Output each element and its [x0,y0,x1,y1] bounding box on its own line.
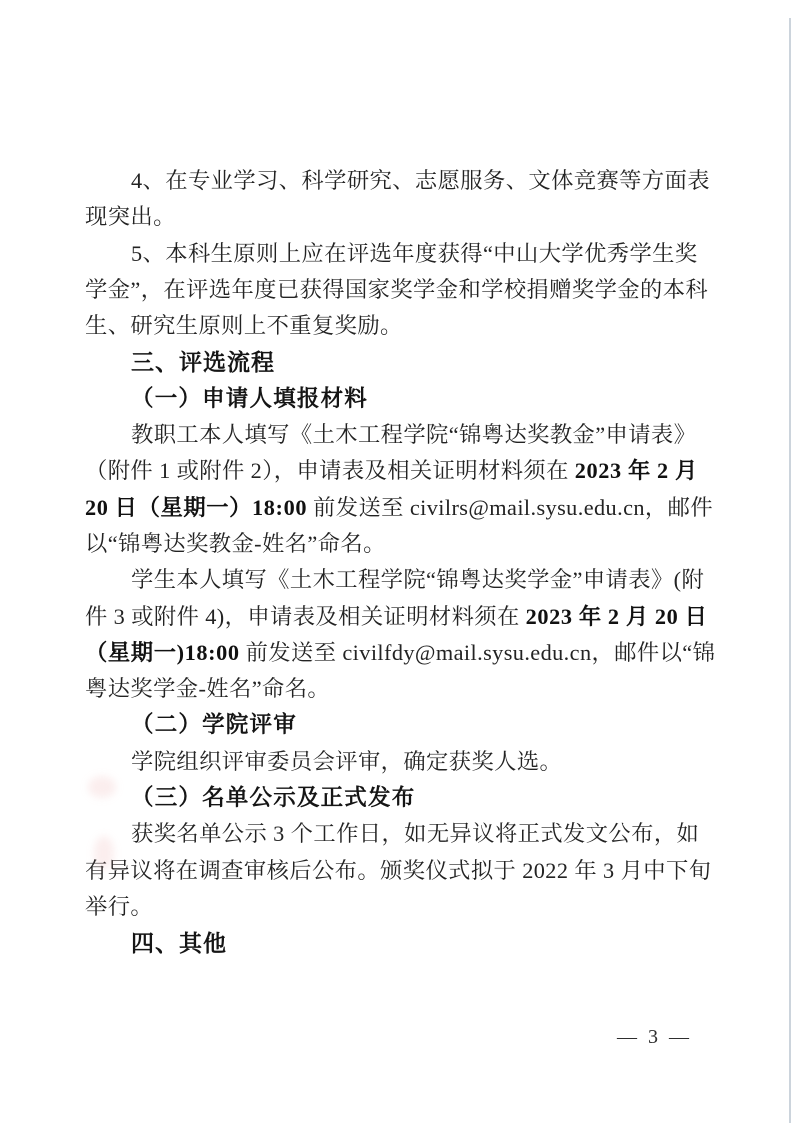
text-line [85,889,725,925]
text-line [85,744,725,780]
text-line [85,671,725,707]
text-line [85,199,725,235]
text-segment: 现突出。 [85,204,176,230]
text-line [85,163,725,199]
text-line [85,272,725,308]
section-heading [85,344,725,380]
text-line [85,236,725,272]
bold-text-segment: 20 日（星期一）18:00 [85,494,308,520]
text-line [85,816,725,852]
text-segment: 以“锦粤达奖教金-姓名”命名。 [85,530,386,556]
text-line [85,599,725,635]
text-segment: 件 3 或附件 4)，申请表及相关证明材料须在 [85,603,526,629]
text-segment: 生、研究生原则上不重复奖励。 [85,313,403,339]
text-line [85,417,725,453]
text-segment: （三）名单公示及正式发布 [131,785,416,811]
text-segment: 举行。 [85,893,154,919]
text-line [85,562,725,598]
text-segment: 教职工本人填写《土木工程学院“锦粤达奖教金”申请表》 [131,422,697,448]
section-heading [85,381,725,417]
text-segment: （一）申请人填报材料 [131,385,369,411]
text-line [85,635,725,671]
section-heading [85,780,725,816]
text-segment: （附件 1 或附件 2），申请表及相关证明材料须在 [85,458,575,484]
page-number: — 3 — [617,1026,692,1048]
text-line [85,853,725,889]
stamp-bleed-mark [88,776,116,798]
bold-text-segment: 2023 年 2 月 [574,458,698,484]
bold-text-segment: 2023 年 2 月 20 日 [525,603,708,629]
document-body [85,163,725,962]
section-heading [85,925,725,961]
section-heading [85,707,725,743]
text-line [85,490,725,526]
text-segment: （二）学院评审 [131,712,297,738]
text-segment: 四、其他 [131,930,227,957]
bold-text-segment: （星期一)18:00 [85,639,240,665]
text-segment: 学金”，在评选年度已获得国家奖学金和学校捐赠奖学金的本科 [85,276,709,302]
text-segment: 前发送至 civilrs@mail.sysu.edu.cn，邮件 [307,494,714,520]
text-line [85,308,725,344]
text-segment: 有异议将在调查审核后公布。颁奖仪式拟于 2022 年 3 月中下旬 [85,857,712,883]
scan-edge-line [789,18,791,1123]
text-segment: 获奖名单公示 3 个工作日，如无异议将正式发文公布，如 [131,821,700,847]
text-segment: 前发送至 civilfdy@mail.sysu.edu.cn，邮件以“锦 [239,639,716,665]
text-segment: 三、评选流程 [131,349,275,376]
text-segment: 学生本人填写《土木工程学院“锦粤达奖学金”申请表》(附 [131,567,705,593]
text-segment: 学院组织评审委员会评审，确定获奖人选。 [131,748,563,774]
text-line [85,526,725,562]
stamp-bleed-mark [94,836,114,870]
text-segment: 5、本科生原则上应在评选年度获得“中山大学优秀学生奖 [131,240,698,266]
text-line [85,453,725,489]
text-segment: 粤达奖学金-姓名”命名。 [85,676,331,702]
text-segment: 4、在专业学习、科学研究、志愿服务、文体竞赛等方面表 [131,168,710,193]
